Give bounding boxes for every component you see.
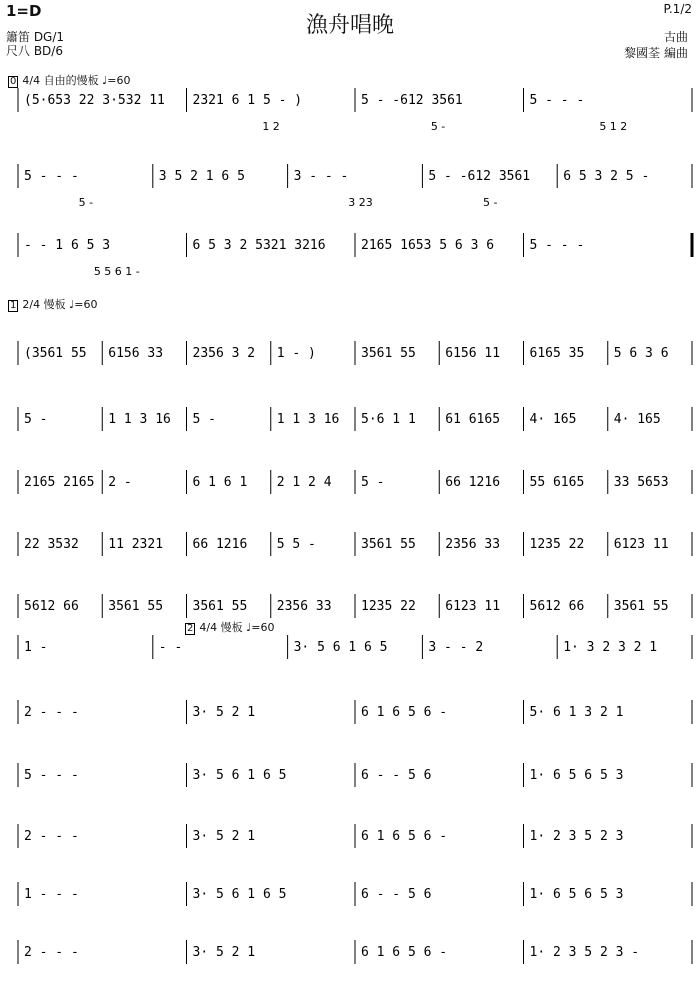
measure: 1 1 3 16 [108,412,171,427]
score-title: 漁舟唱晚 [305,13,394,38]
measure: 1 1 3 16 [276,412,340,427]
measure: 1235 22 [529,537,585,552]
measure: 6 5 3 2 5 - [563,169,650,184]
measure: (5·653 22 3·532 11 [24,93,165,108]
measure: 2 - - - [24,829,79,844]
measure: 6 - - 5 6 [361,887,432,902]
measure: 6156 33 [108,346,164,361]
measure: 5 - -612 3561 [428,169,531,184]
measure: - - [158,640,183,655]
section-tempo-text: 慢板 [43,298,66,311]
measure: 61 6165 [445,412,501,427]
section-tempo-text: 自由的慢板 [43,74,99,87]
measure: 3561 55 [192,599,248,614]
measure: 3561 55 [108,599,164,614]
measure: 5 6 3 6 [613,346,669,361]
measure: 6123 11 [613,537,669,552]
measure: 33 5653 [613,475,669,490]
measure: 5 - [361,475,385,490]
section-meter: 2/4 [22,298,41,311]
measure: 6165 35 [529,346,585,361]
section-bpm: ♩=60 [69,298,98,311]
arranger-label: 黎國荃 編曲 [624,46,688,60]
lower-voice: 1 2 [262,120,280,133]
section-number: 2 [187,623,194,634]
measure: 3 - - 2 [428,640,484,655]
measure: 55 6165 [529,475,585,490]
measure: 3· 5 6 1 6 5 [192,887,287,902]
measure: 5· 6 1 3 2 1 [529,705,624,720]
instrument-label-1: 簫笛 DG/1 [6,30,65,44]
section-meter: 4/4 [22,74,41,87]
section-number: 1 [10,300,17,311]
measure: 6 1 6 1 [192,475,248,490]
measure: 2 - - - [24,945,79,960]
measure: 3561 55 [361,346,416,361]
measure: 3· 5 2 1 [192,945,256,960]
measure: 5 - [24,412,48,427]
measure: 4· 165 [529,412,577,427]
page-number: P.1/2 [663,2,692,16]
measure: 2 - [108,475,132,490]
measure: - - 1 6 5 3 [24,238,111,253]
measure: 3· 5 2 1 [192,705,256,720]
measure: 1· 2 3 5 2 3 - [529,945,640,960]
measure: 5 - [192,412,216,427]
origin-label: 古曲 [663,30,688,44]
measure: 5·6 1 1 [361,412,416,427]
instrument-label-2: 尺八 BD/6 [6,44,63,58]
section-number: 0 [10,76,17,87]
lower-voice: 5 5 6 1 - [93,265,140,278]
measure: 66 1216 [445,475,501,490]
section-tempo-text: 慢板 [220,621,243,634]
section-bpm: ♩=60 [102,74,131,87]
measure: 5 - - - [24,768,79,783]
measure: 5 - - - [529,238,585,253]
measure: 2 - - - [24,705,79,720]
measure: 11 2321 [108,537,164,552]
measure: 5612 66 [24,599,79,614]
measure: 66 1216 [192,537,248,552]
lower-voice: 5 - [483,196,498,209]
measure: 1 - [24,640,48,655]
measure: 5 - - - [24,169,79,184]
key-signature: 1=D [6,2,42,20]
measure: 6 1 6 5 6 - [361,829,448,844]
measure: 2165 1653 5 6 3 6 [361,238,495,253]
measure: 1· 2 3 5 2 3 [529,829,624,844]
measure: 2356 33 [276,599,332,614]
section-bpm: ♩=60 [246,621,275,634]
lower-voice: 5 1 2 [599,120,628,133]
measure: 3 - - - [293,169,349,184]
measure: 6 1 6 5 6 - [361,945,448,960]
measure: 5 - - - [529,93,585,108]
measure: 6 1 6 5 6 - [361,705,448,720]
measure: 6156 11 [445,346,501,361]
measure: 3· 5 6 1 6 5 [192,768,287,783]
measure: 6 - - 5 6 [361,768,432,783]
measure: 2356 3 2 [192,346,256,361]
measure: 2356 33 [445,537,501,552]
measure: 2 1 2 4 [276,475,332,490]
measure: 5 5 - [276,537,316,552]
measure: 1· 6 5 6 5 3 [529,768,624,783]
measure: 1· 6 5 6 5 3 [529,887,624,902]
lower-voice: 3 23 [348,196,373,209]
measure: 2165 2165 [24,475,95,490]
measure: 3561 55 [361,537,416,552]
measure: 4· 165 [613,412,661,427]
measure: 2321 6 1 5 - ) [192,93,303,108]
measure: (3561 55 [24,346,87,361]
measure: 5 - -612 3561 [361,93,463,108]
measure: 3· 5 2 1 [192,829,256,844]
measure: 1235 22 [361,599,416,614]
measure: 1 - - - [24,887,79,902]
measure: 3· 5 6 1 6 5 [293,640,388,655]
measure: 3 5 2 1 6 5 [158,169,245,184]
lower-voice: 5 - [430,120,446,133]
section-meter: 4/4 [199,621,218,634]
measure: 22 3532 [24,537,79,552]
measure: 5612 66 [529,599,585,614]
measure: 6123 11 [445,599,501,614]
measure: 1 - ) [276,346,316,361]
measure: 6 5 3 2 5321 3216 [192,238,326,253]
lower-voice: 5 - [78,196,94,209]
measure: 3561 55 [613,599,669,614]
measure: 1· 3 2 3 2 1 [563,640,658,655]
